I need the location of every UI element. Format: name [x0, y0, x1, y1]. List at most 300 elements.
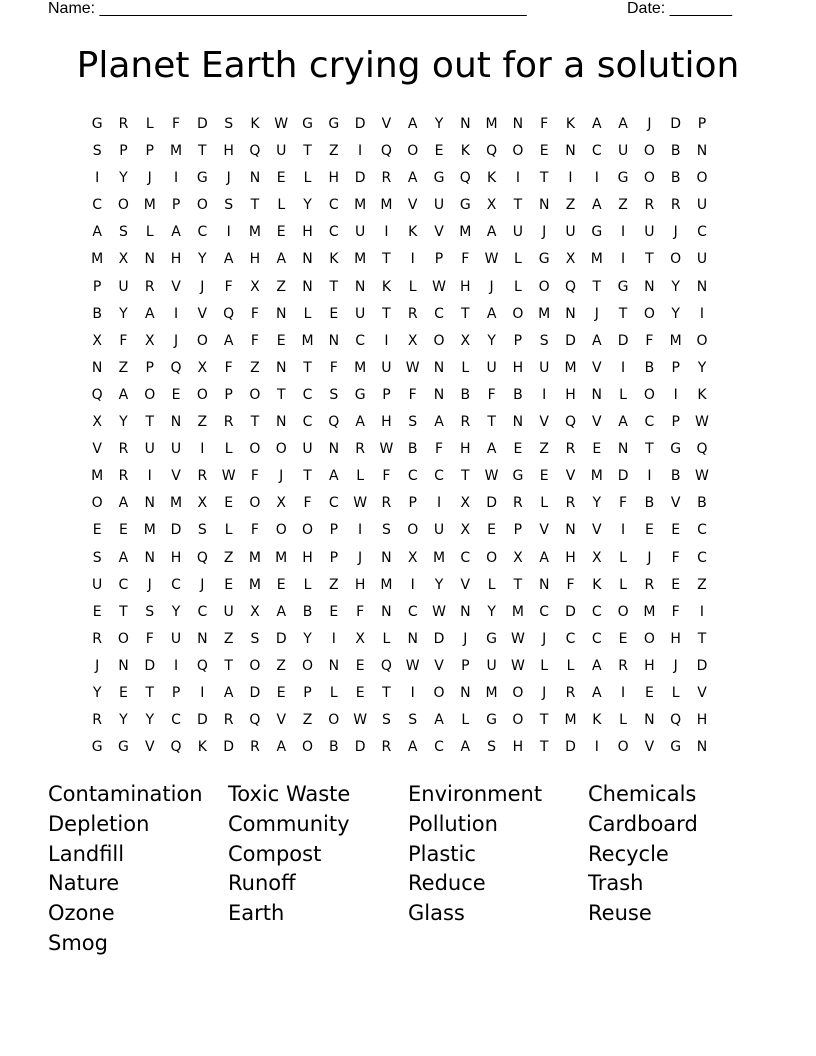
grid-letter[interactable]: X — [92, 414, 102, 431]
grid-letter[interactable]: G — [302, 116, 313, 132]
grid-letter[interactable]: R — [565, 495, 576, 512]
grid-letter[interactable]: A — [144, 305, 155, 322]
grid-letter[interactable]: L — [461, 712, 470, 729]
grid-letter[interactable]: O — [512, 712, 524, 729]
grid-letter[interactable]: C — [197, 603, 208, 620]
grid-letter[interactable]: A — [592, 684, 602, 701]
grid-letter[interactable]: E — [618, 630, 628, 647]
grid-letter[interactable]: L — [513, 251, 522, 268]
grid-letter[interactable]: A — [486, 305, 497, 322]
grid-letter[interactable]: N — [512, 116, 524, 132]
grid-letter[interactable]: A — [486, 224, 497, 241]
grid-letter[interactable]: Z — [118, 359, 129, 376]
grid-letter[interactable]: N — [275, 305, 287, 322]
grid-letter[interactable]: K — [197, 739, 207, 756]
grid-letter[interactable]: L — [619, 549, 627, 566]
grid-letter[interactable]: Q — [249, 143, 261, 160]
grid-letter[interactable]: E — [539, 143, 549, 160]
grid-letter[interactable]: W — [484, 468, 499, 485]
grid-letter[interactable]: M — [169, 143, 183, 160]
grid-letter[interactable]: N — [565, 522, 576, 539]
grid-letter[interactable]: O — [196, 386, 208, 403]
grid-letter[interactable]: G — [354, 386, 366, 403]
grid-letter[interactable]: M — [354, 197, 367, 214]
grid-letter[interactable]: N — [118, 657, 129, 674]
grid-letter[interactable]: Y — [145, 712, 155, 729]
grid-letter[interactable]: A — [276, 739, 287, 756]
grid-letter[interactable]: I — [226, 224, 231, 241]
grid-letter[interactable]: D — [170, 522, 182, 539]
grid-letter[interactable]: Y — [198, 251, 207, 268]
grid-letter[interactable]: E — [92, 522, 102, 539]
grid-letter[interactable]: I — [384, 332, 389, 349]
grid-letter[interactable]: M — [91, 251, 104, 268]
grid-letter[interactable]: R — [197, 468, 208, 485]
grid-letter[interactable]: C — [302, 386, 313, 403]
grid-letter[interactable]: U — [512, 224, 524, 241]
grid-letter[interactable]: Q — [486, 143, 498, 160]
grid-letter[interactable]: H — [460, 441, 471, 458]
grid-letter[interactable]: T — [487, 414, 496, 431]
grid-letter[interactable]: Q — [170, 359, 182, 376]
grid-letter[interactable]: U — [696, 251, 708, 268]
grid-letter[interactable]: K — [565, 116, 576, 132]
grid-letter[interactable]: F — [566, 576, 575, 593]
grid-letter[interactable]: E — [276, 224, 286, 241]
grid-letter[interactable]: V — [144, 739, 155, 756]
grid-letter[interactable]: Z — [539, 441, 549, 458]
grid-letter[interactable]: R — [407, 305, 418, 322]
grid-letter[interactable]: L — [329, 684, 338, 701]
grid-letter[interactable]: E — [224, 576, 234, 593]
grid-letter[interactable]: I — [647, 468, 652, 485]
grid-letter[interactable]: O — [407, 522, 419, 539]
grid-letter[interactable]: I — [358, 143, 363, 160]
grid-letter[interactable]: A — [118, 386, 129, 403]
grid-letter[interactable]: A — [171, 224, 181, 241]
grid-letter[interactable]: O — [433, 332, 445, 349]
grid-letter[interactable]: E — [644, 522, 654, 539]
grid-letter[interactable]: Z — [329, 143, 339, 160]
grid-letter[interactable]: D — [617, 332, 629, 349]
grid-letter[interactable]: F — [461, 251, 470, 268]
grid-letter[interactable]: N — [381, 549, 392, 566]
grid-letter[interactable]: E — [671, 576, 681, 593]
grid-letter[interactable]: E — [355, 657, 365, 674]
grid-letter[interactable]: F — [250, 305, 259, 322]
grid-letter[interactable]: Y — [303, 197, 312, 214]
grid-letter[interactable]: D — [565, 739, 576, 756]
grid-letter[interactable]: Z — [250, 359, 260, 376]
grid-letter[interactable]: N — [91, 359, 103, 376]
grid-letter[interactable]: N — [565, 143, 576, 160]
grid-letter[interactable]: O — [117, 197, 129, 214]
grid-letter[interactable]: U — [354, 224, 366, 241]
grid-letter[interactable]: C — [197, 224, 208, 241]
grid-letter[interactable]: H — [670, 630, 681, 647]
grid-letter[interactable]: K — [460, 143, 470, 160]
grid-letter[interactable]: V — [592, 359, 602, 376]
grid-letter[interactable]: N — [144, 495, 155, 512]
grid-letter[interactable]: V — [92, 441, 102, 458]
grid-letter[interactable]: B — [644, 495, 655, 512]
grid-letter[interactable]: A — [223, 684, 234, 701]
grid-letter[interactable]: O — [249, 441, 261, 458]
grid-letter[interactable]: L — [277, 197, 286, 214]
grid-letter[interactable]: L — [224, 441, 233, 458]
grid-letter[interactable]: M — [485, 116, 498, 132]
grid-letter[interactable]: C — [591, 630, 602, 647]
grid-letter[interactable]: N — [249, 170, 261, 187]
grid-letter[interactable]: I — [673, 386, 678, 403]
grid-letter[interactable]: N — [696, 143, 708, 160]
grid-letter[interactable]: A — [407, 739, 418, 756]
grid-letter[interactable]: T — [224, 657, 233, 674]
grid-letter[interactable]: G — [328, 116, 340, 132]
grid-letter[interactable]: H — [223, 143, 234, 160]
grid-letter[interactable]: B — [92, 305, 102, 322]
grid-letter[interactable]: Q — [459, 170, 471, 187]
grid-letter[interactable]: D — [433, 630, 445, 647]
grid-letter[interactable]: P — [224, 386, 233, 403]
grid-letter[interactable]: N — [538, 197, 550, 214]
grid-letter[interactable]: A — [355, 414, 365, 431]
grid-letter[interactable]: M — [432, 549, 446, 566]
grid-letter[interactable]: S — [224, 116, 234, 132]
grid-letter[interactable]: O — [91, 495, 103, 512]
grid-letter[interactable]: E — [355, 684, 365, 701]
grid-letter[interactable]: B — [697, 495, 707, 512]
grid-letter[interactable]: C — [697, 549, 707, 566]
grid-letter[interactable]: Z — [618, 197, 628, 214]
grid-letter[interactable]: T — [382, 684, 391, 701]
grid-letter[interactable]: Q — [91, 386, 103, 403]
grid-letter[interactable]: R — [118, 116, 129, 132]
grid-letter[interactable]: D — [223, 739, 235, 756]
grid-letter[interactable]: W — [695, 414, 709, 431]
grid-letter[interactable]: A — [118, 549, 129, 566]
grid-letter[interactable]: T — [276, 386, 286, 403]
grid-letter[interactable]: F — [408, 386, 417, 403]
grid-letter[interactable]: Q — [328, 414, 340, 431]
grid-letter[interactable]: R — [644, 197, 655, 214]
grid-letter[interactable]: B — [670, 468, 681, 485]
grid-letter[interactable]: S — [92, 549, 102, 566]
grid-letter[interactable]: N — [144, 251, 155, 268]
grid-letter[interactable]: E — [329, 603, 339, 620]
grid-letter[interactable]: N — [381, 603, 392, 620]
grid-letter[interactable]: G — [538, 251, 550, 268]
grid-letter[interactable]: I — [173, 305, 179, 322]
grid-letter[interactable]: R — [670, 197, 681, 214]
grid-letter[interactable]: R — [381, 739, 392, 756]
grid-letter[interactable]: H — [328, 170, 340, 187]
grid-letter[interactable]: E — [513, 441, 523, 458]
grid-letter[interactable]: G — [591, 224, 603, 241]
grid-letter[interactable]: T — [382, 305, 391, 322]
grid-letter[interactable]: A — [486, 441, 497, 458]
grid-letter[interactable]: T — [198, 143, 207, 160]
grid-letter[interactable]: O — [117, 630, 129, 647]
grid-letter[interactable]: X — [197, 495, 208, 512]
grid-letter[interactable]: W — [510, 630, 525, 647]
grid-letter[interactable]: U — [170, 441, 182, 458]
grid-letter[interactable]: A — [460, 739, 471, 756]
grid-letter[interactable]: X — [407, 549, 418, 566]
grid-letter[interactable]: F — [224, 278, 233, 295]
grid-letter[interactable]: I — [594, 739, 599, 756]
grid-letter[interactable]: J — [200, 278, 205, 295]
grid-letter[interactable]: U — [381, 359, 392, 376]
grid-letter[interactable]: A — [434, 414, 444, 431]
grid-letter[interactable]: G — [670, 739, 682, 756]
grid-letter[interactable]: F — [356, 603, 365, 620]
grid-letter[interactable]: U — [144, 441, 155, 458]
grid-letter[interactable]: E — [276, 170, 286, 187]
grid-letter[interactable]: G — [118, 739, 129, 756]
grid-letter[interactable]: M — [143, 522, 156, 539]
grid-letter[interactable]: J — [673, 657, 678, 674]
grid-letter[interactable]: C — [539, 603, 550, 620]
grid-letter[interactable]: O — [433, 684, 445, 701]
grid-letter[interactable]: J — [542, 684, 547, 701]
grid-letter[interactable]: Q — [696, 441, 708, 458]
grid-letter[interactable]: L — [303, 576, 312, 593]
grid-letter[interactable]: R — [381, 495, 392, 512]
grid-letter[interactable]: N — [354, 278, 366, 295]
grid-letter[interactable]: Y — [119, 712, 128, 729]
grid-letter[interactable]: R — [355, 441, 365, 458]
grid-letter[interactable]: O — [249, 657, 261, 674]
grid-letter[interactable]: N — [565, 305, 576, 322]
grid-letter[interactable]: J — [200, 576, 205, 593]
grid-letter[interactable]: E — [276, 576, 286, 593]
grid-letter[interactable]: A — [92, 224, 102, 241]
grid-letter[interactable]: T — [250, 414, 260, 431]
grid-letter[interactable]: O — [696, 332, 708, 349]
grid-letter[interactable]: M — [248, 224, 261, 241]
grid-letter[interactable]: C — [565, 630, 576, 647]
grid-letter[interactable]: O — [275, 441, 287, 458]
grid-letter[interactable]: X — [92, 332, 102, 349]
grid-letter[interactable]: C — [118, 576, 129, 593]
grid-letter[interactable]: G — [91, 739, 103, 756]
grid-letter[interactable]: U — [223, 603, 234, 620]
grid-letter[interactable]: M — [248, 576, 261, 593]
grid-letter[interactable]: O — [643, 630, 655, 647]
grid-letter[interactable]: U — [539, 359, 550, 376]
grid-letter[interactable]: G — [91, 116, 103, 132]
grid-letter[interactable]: R — [618, 657, 628, 674]
grid-letter[interactable]: A — [276, 603, 287, 620]
grid-letter[interactable]: C — [92, 197, 103, 214]
grid-letter[interactable]: O — [144, 386, 156, 403]
grid-letter[interactable]: O — [512, 684, 524, 701]
grid-letter[interactable]: O — [249, 386, 261, 403]
grid-letter[interactable]: F — [250, 332, 259, 349]
grid-letter[interactable]: M — [301, 332, 314, 349]
grid-letter[interactable]: J — [147, 170, 152, 187]
grid-letter[interactable]: G — [670, 441, 682, 458]
grid-letter[interactable]: T — [461, 468, 470, 485]
grid-letter[interactable]: M — [169, 495, 183, 512]
grid-letter[interactable]: N — [302, 278, 313, 295]
grid-letter[interactable]: M — [380, 197, 393, 214]
grid-letter[interactable]: Z — [223, 630, 234, 647]
grid-letter[interactable]: V — [407, 197, 418, 214]
grid-letter[interactable]: P — [329, 522, 339, 539]
grid-letter[interactable]: F — [172, 116, 181, 132]
grid-letter[interactable]: C — [407, 603, 418, 620]
grid-letter[interactable]: C — [434, 739, 444, 756]
grid-letter[interactable]: I — [410, 576, 415, 593]
grid-letter[interactable]: N — [407, 630, 418, 647]
grid-letter[interactable]: S — [197, 522, 207, 539]
grid-letter[interactable]: W — [510, 657, 525, 674]
grid-letter[interactable]: P — [119, 143, 128, 160]
grid-letter[interactable]: M — [275, 549, 288, 566]
grid-letter[interactable]: H — [696, 712, 708, 729]
grid-letter[interactable]: L — [619, 386, 627, 403]
grid-letter[interactable]: H — [170, 251, 182, 268]
grid-letter[interactable]: Y — [434, 576, 444, 593]
grid-letter[interactable]: M — [354, 359, 367, 376]
grid-letter[interactable]: D — [196, 116, 208, 132]
grid-letter[interactable]: J — [647, 116, 652, 132]
grid-letter[interactable]: K — [592, 712, 602, 729]
grid-letter[interactable]: Y — [119, 305, 128, 322]
grid-letter[interactable]: M — [354, 251, 367, 268]
grid-letter[interactable]: X — [197, 359, 208, 376]
grid-letter[interactable]: G — [617, 278, 629, 295]
grid-letter[interactable]: W — [695, 468, 709, 485]
grid-letter[interactable]: Q — [223, 305, 235, 322]
grid-letter[interactable]: I — [621, 522, 626, 539]
grid-letter[interactable]: N — [302, 251, 313, 268]
grid-letter[interactable]: I — [410, 251, 415, 268]
grid-letter[interactable]: I — [594, 170, 599, 187]
grid-letter[interactable]: S — [119, 224, 128, 241]
grid-letter[interactable]: T — [513, 197, 523, 214]
grid-letter[interactable]: C — [697, 522, 707, 539]
grid-letter[interactable]: C — [434, 468, 444, 485]
grid-letter[interactable]: F — [224, 359, 233, 376]
grid-letter[interactable]: Y — [487, 603, 496, 620]
grid-letter[interactable]: X — [355, 630, 365, 647]
grid-letter[interactable]: M — [91, 468, 104, 485]
grid-letter[interactable]: O — [196, 332, 208, 349]
grid-letter[interactable]: E — [487, 522, 497, 539]
grid-letter[interactable]: N — [512, 414, 524, 431]
grid-letter[interactable]: I — [147, 468, 152, 485]
grid-letter[interactable]: P — [697, 116, 707, 132]
grid-letter[interactable]: R — [118, 468, 129, 485]
grid-letter[interactable]: J — [147, 576, 152, 593]
grid-letter[interactable]: D — [670, 116, 682, 132]
grid-letter[interactable]: Q — [380, 657, 392, 674]
grid-letter[interactable]: Q — [670, 712, 682, 729]
grid-letter[interactable]: F — [250, 522, 259, 539]
grid-letter[interactable]: D — [565, 332, 576, 349]
grid-letter[interactable]: U — [486, 359, 497, 376]
grid-letter[interactable]: C — [460, 549, 471, 566]
grid-letter[interactable]: S — [329, 386, 339, 403]
grid-letter[interactable]: X — [565, 251, 576, 268]
grid-letter[interactable]: J — [358, 549, 363, 566]
grid-letter[interactable]: X — [460, 495, 471, 512]
date-field[interactable]: Date: _______ — [627, 0, 732, 17]
grid-letter[interactable]: F — [671, 603, 680, 620]
grid-letter[interactable]: O — [643, 143, 655, 160]
grid-letter[interactable]: F — [645, 332, 654, 349]
grid-letter[interactable]: J — [463, 630, 468, 647]
grid-letter[interactable]: B — [670, 143, 681, 160]
grid-letter[interactable]: T — [513, 576, 523, 593]
grid-letter[interactable]: C — [591, 603, 602, 620]
grid-letter[interactable]: I — [568, 170, 573, 187]
grid-letter[interactable]: M — [564, 359, 577, 376]
grid-letter[interactable]: O — [617, 603, 629, 620]
grid-letter[interactable]: L — [487, 576, 496, 593]
grid-letter[interactable]: I — [200, 684, 205, 701]
grid-letter[interactable]: P — [145, 359, 154, 376]
grid-letter[interactable]: U — [565, 224, 576, 241]
grid-letter[interactable]: K — [381, 278, 391, 295]
grid-letter[interactable]: P — [434, 251, 444, 268]
grid-letter[interactable]: Q — [249, 712, 261, 729]
grid-letter[interactable]: D — [354, 170, 366, 187]
grid-letter[interactable]: M — [459, 224, 472, 241]
grid-letter[interactable]: G — [512, 468, 524, 485]
grid-letter[interactable]: O — [670, 251, 682, 268]
grid-letter[interactable]: M — [538, 305, 551, 322]
grid-letter[interactable]: Q — [170, 739, 182, 756]
grid-letter[interactable]: M — [511, 603, 524, 620]
grid-letter[interactable]: W — [353, 712, 368, 729]
grid-letter[interactable]: A — [407, 170, 418, 187]
grid-letter[interactable]: N — [144, 549, 155, 566]
grid-letter[interactable]: H — [460, 278, 471, 295]
grid-letter[interactable]: Q — [564, 278, 576, 295]
grid-letter[interactable]: T — [250, 197, 260, 214]
grid-letter[interactable]: C — [407, 468, 418, 485]
grid-letter[interactable]: G — [433, 170, 445, 187]
grid-letter[interactable]: N — [617, 441, 629, 458]
grid-letter[interactable]: Z — [329, 576, 339, 593]
grid-letter[interactable]: X — [513, 549, 523, 566]
grid-letter[interactable]: T — [382, 251, 391, 268]
grid-letter[interactable]: C — [644, 414, 655, 431]
grid-letter[interactable]: O — [275, 522, 287, 539]
grid-letter[interactable]: S — [487, 739, 497, 756]
grid-letter[interactable]: J — [279, 468, 284, 485]
grid-letter[interactable]: P — [171, 684, 181, 701]
grid-letter[interactable]: H — [249, 251, 261, 268]
grid-letter[interactable]: T — [539, 712, 549, 729]
grid-letter[interactable]: C — [171, 712, 181, 729]
grid-letter[interactable]: O — [302, 522, 314, 539]
grid-letter[interactable]: J — [489, 278, 494, 295]
grid-letter[interactable]: N — [328, 332, 340, 349]
grid-letter[interactable]: X — [250, 603, 260, 620]
grid-letter[interactable]: W — [353, 495, 368, 512]
grid-letter[interactable]: N — [696, 278, 708, 295]
grid-letter[interactable]: E — [119, 522, 128, 539]
grid-letter[interactable]: D — [354, 116, 366, 132]
grid-letter[interactable]: T — [303, 468, 312, 485]
grid-letter[interactable]: R — [644, 576, 655, 593]
grid-letter[interactable]: F — [145, 630, 154, 647]
